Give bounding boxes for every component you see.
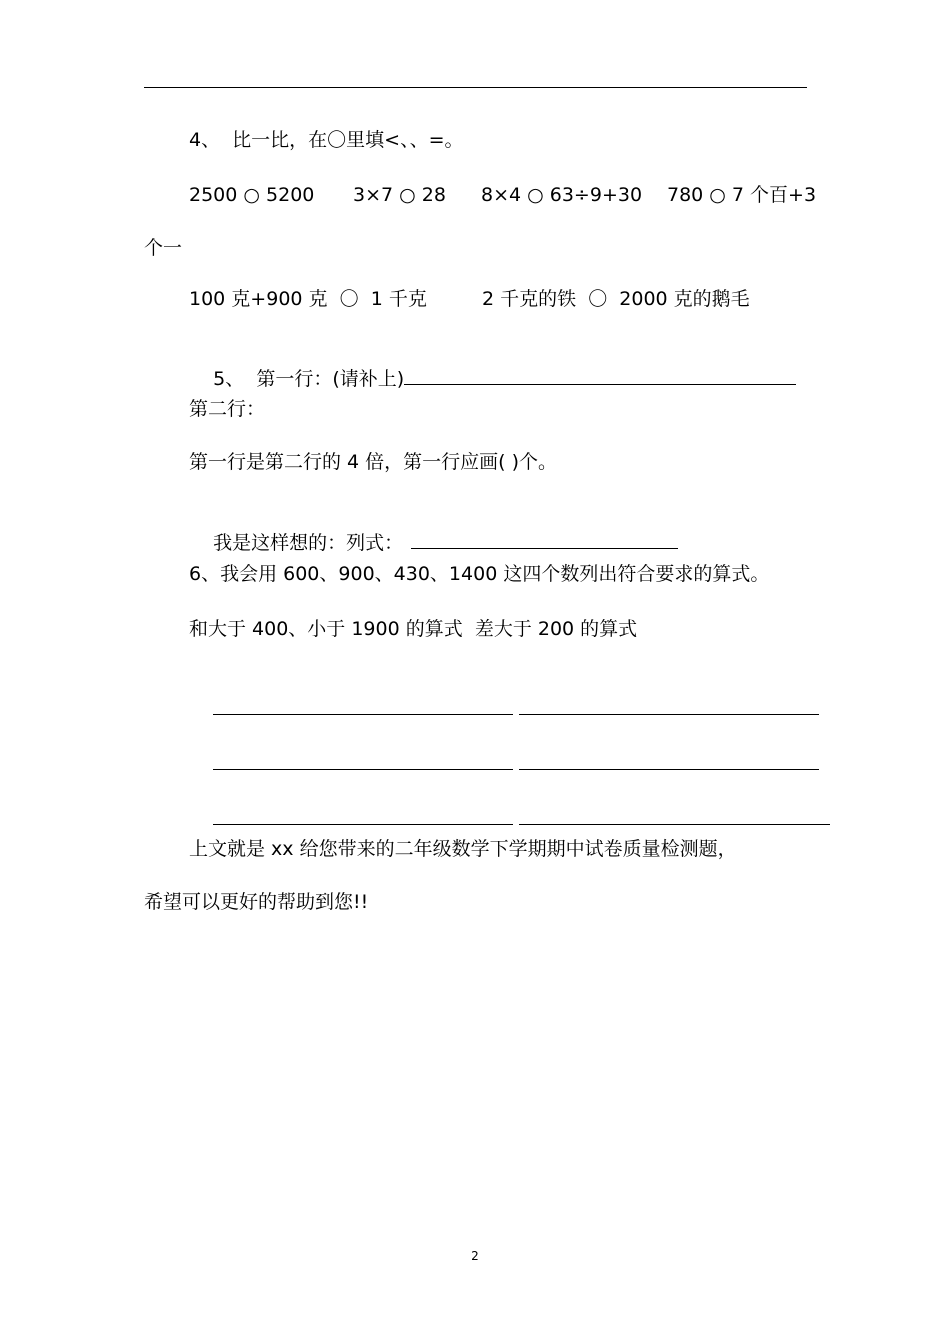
q4-compare-grams: 100 克+900 克 〇 1 千克 — [189, 288, 427, 310]
q6-diff-blank-3[interactable] — [519, 806, 830, 825]
q4-title: 4、 比一比，在〇里填<、、=。 — [189, 129, 464, 151]
q6-sum-blank-3[interactable] — [213, 806, 513, 825]
closing-line-1: 上文就是 xx 给您带来的二年级数学下学期期中试卷质量检测题， — [189, 838, 737, 860]
q5-line-4-text: 我是这样想的：列式： — [213, 532, 404, 554]
q5-formula-blank[interactable] — [411, 530, 678, 549]
q5-line-2: 第二行： — [189, 398, 266, 420]
q4-compare-8x4: 8×4 ○ 63÷9+30 — [481, 184, 643, 206]
q4-compare-iron-feather: 2 千克的铁 〇 2000 克的鹅毛 — [482, 288, 750, 310]
q6-diff-blank-1[interactable] — [519, 696, 819, 715]
q6-line-1: 6、我会用 600、900、430、1400 这四个数列出符合要求的算式。 — [189, 563, 770, 585]
q4-compare-780: 780 ○ 7 个百+3 — [667, 184, 817, 206]
q6-sum-blank-1[interactable] — [213, 696, 513, 715]
q5-line-3: 第一行是第二行的 4 倍，第一行应画( )个。 — [189, 451, 558, 473]
q4-compare-2500: 2500 ○ 5200 — [189, 184, 315, 206]
q6-diff-blank-2[interactable] — [519, 751, 819, 770]
page-number: 2 — [471, 1249, 479, 1263]
q4-compare-3x7: 3×7 ○ 28 — [353, 184, 446, 206]
closing-line-2: 希望可以更好的帮助到您!! — [144, 891, 369, 913]
q4-compare-780-cont: 个一 — [144, 237, 183, 259]
q6-line-2: 和大于 400、小于 1900 的算式 差大于 200 的算式 — [189, 618, 638, 640]
q5-line-1-text: 5、 第一行：(请补上) — [213, 368, 405, 390]
q5-line-1 — [189, 342, 796, 415]
q6-sum-blank-2[interactable] — [213, 751, 513, 770]
header-rule — [144, 87, 807, 88]
q5-answer-blank-1[interactable] — [404, 366, 796, 385]
